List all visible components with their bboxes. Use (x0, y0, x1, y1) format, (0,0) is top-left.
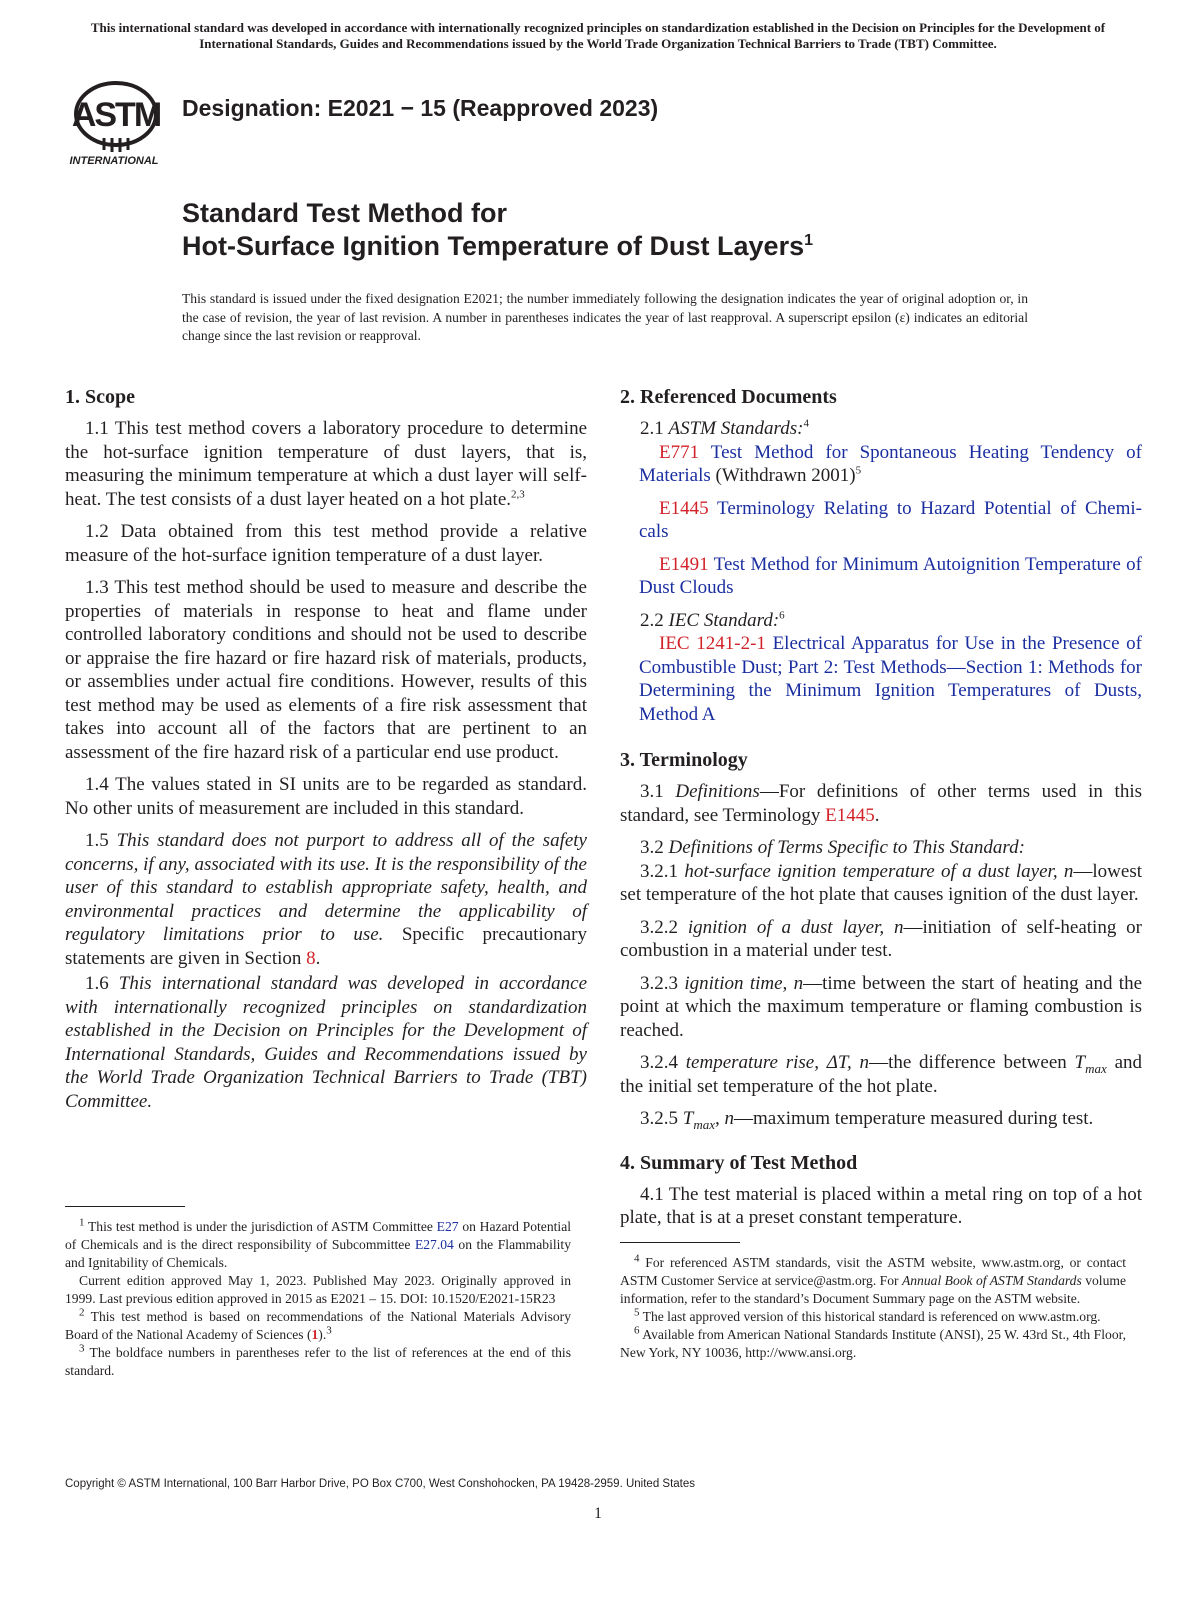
para-3-1: 3.1 Definitions—For definitions of other terms used in this standard, see Terminology E1445. (620, 781, 1142, 826)
subcommittee-link-e27-04[interactable]: E27.04 (414, 1237, 454, 1252)
footnote-3: $^3$ The boldface numbers in parentheses refer to the list of references at the end of this standard. (65, 1342, 571, 1378)
para-3-2: 3.2 Definitions of Terms Specific to This Standard: (640, 837, 1025, 858)
copyright-line: Copyright © ASTM International, 100 Barr Harbor Drive, PO Box C700, West Conshohocken, PA 19428-2959. United States (65, 1478, 696, 1490)
reference-e771[interactable]: E771 Test Method for Spontaneous Heating Tendency of Materials (Withdrawn 2001)$^5$ (639, 441, 1142, 486)
iec-standard-label: 2.2 IEC Standard:$^6$ (640, 609, 785, 631)
section-link[interactable]: 8 (306, 947, 316, 969)
para-1-3: 1.3 This test method should be used to measure and describe the properties of materials in response to heat and flame under controlled laboratory conditions and should not be used to describe or appraise the fire hazard or fire hazard risk of materials, products, or assemblies under actual fire conditions. However, results of this test method may be used as elements of a fire risk assessment that takes into account all of the factors that are pertinent to an assessment of the fire hazard risk of a particular end use product. (65, 577, 587, 763)
footnote-rule-left (65, 1206, 185, 1207)
right-column (620, 385, 1142, 1239)
logo-international: INTERNATIONAL (69, 155, 159, 166)
reference-e1491[interactable]: E1491 Test Method for Minimum Autoignition Temperature of Dust Clouds (639, 553, 1142, 598)
footnote-2: $^2$ This test method is based on recommendations of the National Materials Advisory Board of the National Academy of Sciences (1).$^3$ (65, 1306, 571, 1342)
astm-logo (64, 80, 168, 166)
footnotes-right (620, 1254, 1126, 1362)
footnote-current-edition: Current edition approved May 1, 2023. Published May 2023. Originally approved in 1999. Last previous edition approved in 2015 as E2021 – 15. DOI: 10.1520/E2021-15R23 (65, 1273, 571, 1306)
terminology-link-e1445[interactable]: E1445 (825, 804, 875, 826)
para-1-6: 1.6 This international standard was developed in accordance with internationally recognized principles on standardization established in the Decision on Principles for the Development of International Standards, Guides and Recommendations issued by the World Trade Organization Technical Barriers to Trade (TBT) Committee. (65, 973, 588, 1112)
title-line-1: Standard Test Method for (182, 198, 508, 228)
footnote-ref[interactable]: 2,3 (511, 488, 525, 501)
reference-e1445[interactable]: E1445 Terminology Relating to Hazard Potential of Chemi-cals (639, 497, 1142, 542)
para-4-1: 4.1 The test material is placed within a metal ring on top of a hot plate, that is at a preset constant temperature. (620, 1183, 1142, 1228)
page-number: 1 (594, 1505, 602, 1522)
designation: Designation: E2021 − 15 (Reapproved 2023) (182, 95, 659, 121)
para-1-2: 1.2 Data obtained from this test method provide a relative measure of the hot-surface ignition temperature of a dust layer. (65, 521, 587, 566)
committee-link-e27[interactable]: E27 (436, 1219, 459, 1234)
para-1-4: 1.4 The values stated in SI units are to be regarded as standard. No other units of measurement are included in this standard. (65, 774, 587, 819)
section-heading-summary: 4. Summary of Test Method (620, 1151, 858, 1174)
para-1-5: 1.5 This standard does not purport to address all of the safety concerns, if any, associated with its use. It is the responsibility of the user of this standard to establish appropriate safety, health, and environmental practices and determine the applicability of regulatory limitations prior to use. Specific precautionary statements are given in Section 8. (65, 830, 587, 969)
para-3-2-3: 3.2.3 ignition time, n—time between the start of heating and the point at which the maximum temperature or flaming combustion is reached. (620, 972, 1143, 1041)
title-line-2: Hot-Surface Ignition Temperature of Dust Layers$^1$ (182, 231, 814, 261)
para-3-2-1: 3.2.1 hot-surface ignition temperature of a dust layer, n—lowest set temperature of the hot plate that causes ignition of the dust layer. (620, 860, 1143, 905)
wto-notice: This international standard was developed in accordance with internationally recognized principles on standardization established in the Decision on Principles for the Development of International Standards, Guides and Recommendations issued by the World Trade Organization Technical Barriers to Trade (TBT) Committee. (90, 20, 1106, 51)
section-heading-scope: 1. Scope (65, 386, 135, 408)
astm-standards-label: 2.1 ASTM Standards:$^4$ (640, 417, 809, 439)
para-3-2-4: 3.2.4 temperature rise, ΔT, n—the difference between $T_{max}$ and the initial set temperature of the hot plate. (620, 1052, 1142, 1097)
para-1-1: 1.1 This test method covers a laboratory procedure to determine the hot-surface ignition temperature of dust layers, that is, measuring the minimum temperature at which a dust layer will self-heat. The test consists of a dust layer heated on a hot plate.$^{2,3}$ (65, 418, 587, 510)
issue-note: This standard is issued under the fixed designation E2021; the number immediately following the designation indicates the year of original adoption or, in the case of revision, the year of last revision. A number in parentheses indicates the year of last reapproval. A superscript epsilon (ε) indicates an editorial change since the last revision or reapproval. (182, 291, 1028, 343)
section-heading-terminology: 3. Terminology (620, 749, 748, 771)
reference-iec-1241[interactable]: IEC 1241-2-1 Electrical Apparatus for Use in the Presence of Combustible Dust; Part 2: Test Methods—Section 1: Methods for Determining the Minimum Ignition Temperatures of Dusts, Method A (639, 633, 1142, 725)
footnote-4: $^4$ For referenced ASTM standards, visit the ASTM website, www.astm.org, or contact ASTM Customer Service at service@astm.org. For Annual Book of ASTM Standards volume information, refer to the standard’s Document Summary page on the ASTM website. (620, 1252, 1126, 1306)
left-column (65, 385, 587, 1122)
section-heading-referenced: 2. Referenced Documents (620, 386, 837, 408)
footnote-6: $^6$ Available from American National Standards Institute (ANSI), 25 W. 43rd St., 4th Floor, New York, NY 10036, http://www.ansi.org. (620, 1324, 1126, 1360)
footnote-rule-right (620, 1242, 740, 1243)
footnote-5: $^5$ The last approved version of this historical standard is referenced on www.astm.org. (634, 1306, 1101, 1324)
logo-letters: ASTM (71, 96, 161, 134)
title-footnote-ref[interactable]: 1 (804, 232, 814, 249)
para-3-2-5: 3.2.5 $T_{max}$, n—maximum temperature measured during test. (640, 1108, 1094, 1132)
footnote-1: $^1$ This test method is under the jurisdiction of ASTM Committee E27 on Hazard Potential of Chemicals and is the direct responsibility of Subcommittee E27.04 on the Flammability and Ignitability of Chemicals. (65, 1216, 572, 1270)
reference-link-1[interactable]: 1 (311, 1327, 319, 1342)
para-3-2-2: 3.2.2 ignition of a dust layer, n—initiation of self-heating or combustion in a material under test. (620, 916, 1143, 961)
document-title (182, 197, 813, 263)
astm-logo-graphic (64, 80, 168, 166)
footnotes-left (65, 1218, 571, 1380)
